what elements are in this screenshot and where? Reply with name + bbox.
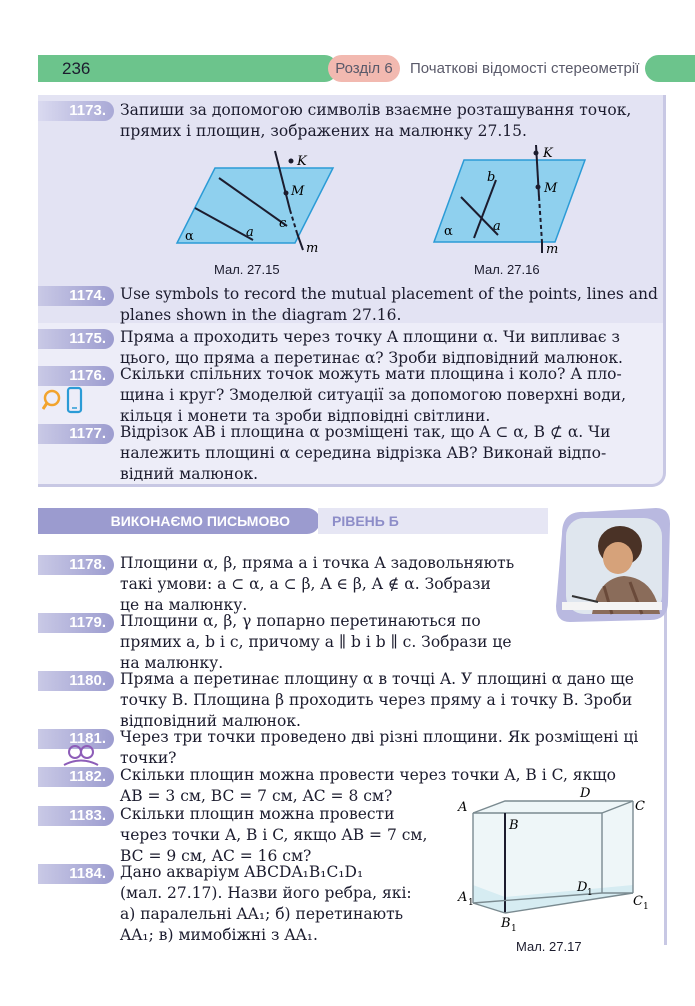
problem-number: 1179. xyxy=(38,613,114,633)
figure-27-15 xyxy=(175,148,335,258)
problem-text: Дано акваріум ABCDA₁B₁C₁D₁ (мал. 27.17). Назви його ребра, які: а) паралельні AA₁; б) перетинають AA₁; в) мимобіжні з AA₁. xyxy=(120,863,412,944)
svg-text:1: 1 xyxy=(587,888,593,898)
svg-text:m: m xyxy=(546,242,559,257)
problem-number: 1181. xyxy=(38,729,114,749)
svg-text:C: C xyxy=(635,799,645,814)
problem-text: Пряма a перетинає площину α в точці A. У площині α дано ще точку B. Площина β проходить через пряму a і точку B. Зроби відповідний малюнок. xyxy=(120,670,634,730)
svg-text:D: D xyxy=(580,786,591,801)
problem-text: Скільки спільних точок можуть мати площина і коло? А пло- щина і круг? Змоделюй ситуації за допомогою поверхні води, кільця і монети та зроби відповідні світлини. xyxy=(120,365,627,425)
problem-number: 1184. xyxy=(38,864,114,884)
problem-number: 1183. xyxy=(38,806,114,826)
svg-text:a: a xyxy=(246,225,254,240)
section-badge: Розділ 6 xyxy=(328,55,400,82)
svg-text:m: m xyxy=(306,241,319,256)
chapter-title: Початкові відомості стереометрії xyxy=(410,60,640,77)
problem-text: Через три точки проведено дві різні площини. Як розміщені ці точки? xyxy=(120,728,639,767)
problem-number: 1182. xyxy=(38,767,114,787)
svg-text:M: M xyxy=(291,184,305,199)
line-m-lower xyxy=(297,233,303,250)
pair-work-icon xyxy=(62,744,102,766)
problem-text: Запиши за допомогою символів взаємне розташування точок, прямих і площин, зображених на малюнку 27.15. xyxy=(120,101,632,140)
svg-text:A: A xyxy=(458,800,468,815)
svg-text:B: B xyxy=(509,818,519,833)
svg-text:b: b xyxy=(487,170,496,185)
svg-text:B: B xyxy=(501,916,511,931)
svg-text:α: α xyxy=(185,229,194,244)
figure-caption: Мал. 27.16 xyxy=(474,262,540,277)
problem-number: 1180. xyxy=(38,671,114,691)
point-m xyxy=(536,185,541,190)
point-k xyxy=(534,151,539,156)
search-phone-icon xyxy=(42,386,90,416)
problem-text: Пряма a проходить через точку A площини α. Чи випливає з цього, що пряма a перетинає α? Зроби відповідний малюнок. xyxy=(120,328,623,367)
point-k xyxy=(289,159,294,164)
svg-text:K: K xyxy=(543,146,553,161)
section-banner: ВИКОНАЄМО ПИСЬМОВО xyxy=(38,508,320,534)
problem-text: Скільки площин можна провести через точки A, B і C, якщо AB = 3 см, BC = 7 см, AC = 8 см? xyxy=(120,766,616,805)
svg-text:1: 1 xyxy=(468,898,474,908)
svg-text:C: C xyxy=(633,894,643,909)
svg-text:A: A xyxy=(458,890,468,905)
plane-alpha xyxy=(177,168,333,243)
figure-caption: Мал. 27.17 xyxy=(516,939,582,954)
problem-text: Use symbols to record the mutual placement of the points, lines and planes shown in the diagram 27.16. xyxy=(120,285,658,324)
svg-text:c: c xyxy=(279,216,287,231)
search-icon xyxy=(45,391,59,405)
figure-27-17 xyxy=(455,785,655,935)
figure-27-16 xyxy=(430,145,590,257)
problem-number: 1176. xyxy=(38,366,114,386)
problem-number: 1175. xyxy=(38,329,114,349)
problem-number: 1174. xyxy=(38,286,114,306)
problem-number: 1177. xyxy=(38,424,114,444)
svg-text:α: α xyxy=(444,224,453,239)
problem-text: Скільки площин можна провести через точки A, B і C, якщо AB = 7 см, BC = 9 см, AC = 16 см? xyxy=(120,805,428,865)
svg-text:K: K xyxy=(297,154,307,169)
plane-alpha xyxy=(434,160,585,242)
problem-text: Площини α, β, γ попарно перетинаються по прямих a, b і c, причому a ∥ b і b ∥ c. Зобрази це на малюнку. xyxy=(120,612,512,672)
svg-text:D: D xyxy=(577,880,588,895)
problem-text: Відрізок AB і площина α розміщені так, що A ⊂ α, B ⊄ α. Чи належить площині α середина відрізка AB? Виконай відпо- відний малюнок. xyxy=(120,423,611,483)
problem-number: 1178. xyxy=(38,555,114,575)
problem-number: 1173. xyxy=(38,101,114,121)
svg-text:1: 1 xyxy=(511,924,517,934)
point-m xyxy=(284,191,289,196)
svg-text:1: 1 xyxy=(643,902,649,912)
figure-caption: Мал. 27.15 xyxy=(214,262,280,277)
svg-text:M: M xyxy=(544,181,558,196)
page-number: 236 xyxy=(62,59,91,78)
problem-text: Площини α, β, пряма a і точка A задовольняють такі умови: a ⊂ α, a ⊂ β, A ∈ β, A ∉ α. Зобрази це на малюнку. xyxy=(120,554,515,614)
student-photo xyxy=(552,506,672,624)
svg-text:a: a xyxy=(493,219,501,234)
level-label: РІВЕНЬ Б xyxy=(318,508,548,534)
header-bar-right xyxy=(645,55,695,82)
